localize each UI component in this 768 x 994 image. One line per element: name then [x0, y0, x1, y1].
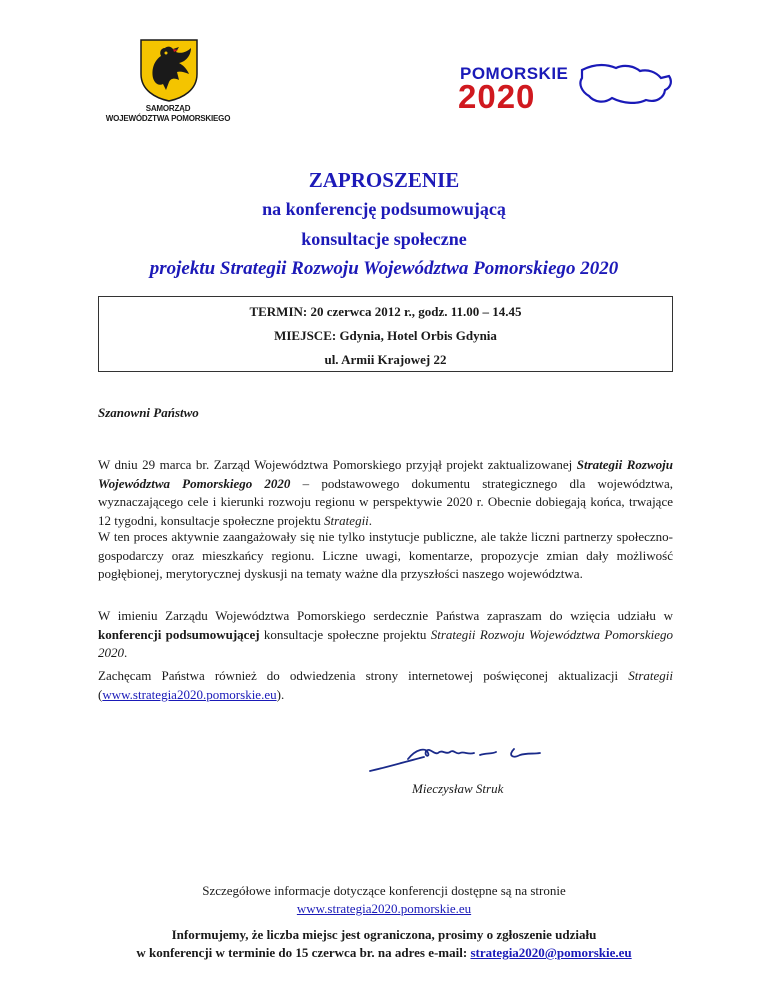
- event-venue: MIEJSCE: Gdynia, Hotel Orbis Gdynia: [274, 328, 497, 343]
- footer-notice-text: w konferencji w terminie do 15 czerwca br. na adres e-mail:: [136, 945, 471, 960]
- paragraph-2: W ten proces aktywnie zaangażowały się nie tylko instytucje publiczne, ale także liczni partnerzy społeczno-gospodarczy oraz mieszkańcy regionu. Liczne uwagi, komentarze, propozycje zmian dały możliwość pogłębionej, merytorycznej dyskusji na tematy ważne dla przyszłości naszego województwa.: [98, 529, 673, 581]
- org-line-1: SAMORZĄD: [145, 104, 191, 113]
- greeting: Szanowni Państwo: [98, 405, 199, 420]
- p3-conference-bold: konferencji podsumowującej: [98, 626, 260, 642]
- invitation-title: ZAPROSZENIE: [308, 168, 460, 192]
- p1-strategy-title: Strategii Rozwoju Województwa Pomorskiego 2020: [98, 457, 673, 491]
- event-date: TERMIN: 20 czerwca 2012 r., godz. 11.00 – 14.45: [249, 304, 522, 319]
- paragraph-4: [98, 667, 673, 704]
- p1-strategy-word: Strategii: [324, 512, 369, 528]
- logo-text-pomorskie: POMORSKIE: [460, 64, 569, 83]
- contact-email-link[interactable]: strategia2020@pomorskie.eu: [470, 945, 632, 960]
- event-info-box: [98, 296, 673, 372]
- strategy-website-link[interactable]: www.strategia2020.pomorskie.eu: [102, 686, 277, 702]
- invitation-subtitle-2: konsultacje społeczne: [301, 229, 467, 249]
- p3-text-e: .: [124, 645, 128, 660]
- footer-notice-2: [0, 945, 768, 961]
- p4-text-d: ).: [276, 686, 285, 702]
- signatory-name: Mieczysław Struk: [412, 781, 504, 796]
- organization-name: [88, 104, 248, 124]
- footer-info-text: Szczegółowe informacje dotyczące konferencji dostępne są na stronie: [202, 883, 566, 898]
- p4-text-c: (: [98, 686, 103, 702]
- p4-text-a: Zachęcam Państwa również do odwiedzenia strony internetowej poświęconej aktualizacji: [98, 668, 629, 683]
- pomorskie-2020-logo: [458, 60, 678, 110]
- invitation-subtitle-1: na konferencję podsumowującą: [262, 199, 506, 219]
- footer-notice-1: Informujemy, że liczba miejsc jest ograniczona, prosimy o zgłoszenie udziału: [171, 927, 597, 942]
- p4-strategy-word: Strategii: [628, 668, 673, 683]
- region-outline-icon: [580, 65, 670, 103]
- footer-link-line: [0, 901, 768, 917]
- handwritten-signature: [368, 743, 548, 775]
- footer-website-link[interactable]: www.strategia2020.pomorskie.eu: [296, 901, 472, 916]
- p1-text-a: W dniu 29 marca br. Zarząd Województwa Pomorskiego przyjął projekt zaktualizowanej: [98, 457, 577, 472]
- paragraph-3: [98, 607, 673, 663]
- griffin-crest-icon: [139, 38, 199, 102]
- p3-text-a: W imieniu Zarządu Województwa Pomorskiego serdecznie Państwa zapraszam do wzięcia udziału w: [98, 608, 673, 623]
- p3-text-c: konsultacje społeczne projektu: [259, 626, 431, 642]
- event-address: ul. Armii Krajowej 22: [324, 352, 447, 367]
- invitation-subtitle-3: projektu Strategii Rozwoju Województwa Pomorskiego 2020: [149, 258, 619, 279]
- p3-strategy-title: Strategii Rozwoju Województwa Pomorskiego 2020: [98, 626, 673, 660]
- p1-text-c: – podstawowego dokumentu strategicznego dla województwa, wyznaczającego cele i kierunki rozwoju regionu w perspektywie 2020 r. Obecnie dobiegają końca, trwające 12 tygodni, konsultacje społeczne projektu: [98, 475, 673, 528]
- paragraph-1: [98, 456, 673, 530]
- org-line-2: WOJEWÓDZTWA POMORSKIEGO: [105, 114, 231, 123]
- logo-text-2020: 2020: [458, 78, 536, 110]
- p1-text-e: .: [368, 512, 373, 528]
